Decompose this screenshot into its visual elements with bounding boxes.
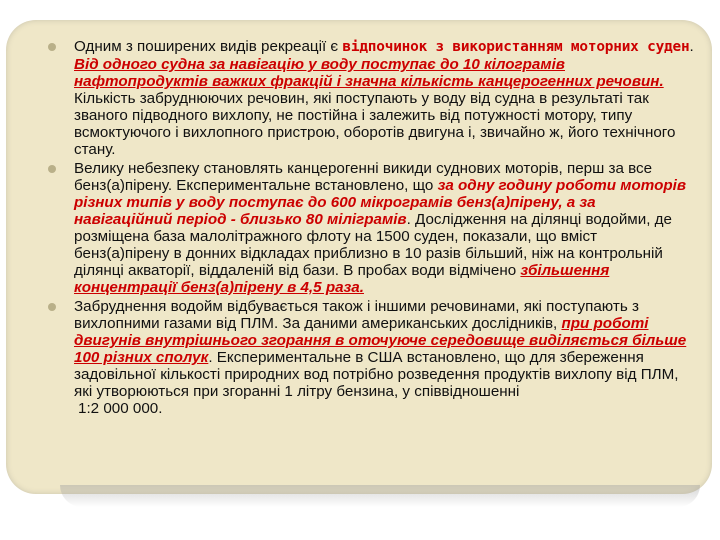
dilution-ratio: 1:2 000 000. [78, 400, 163, 417]
bullet-text: . Дослідження на ділянці водойми, де розміщена база малолітражного флоту на 1500 суден, показали, що вміст бенз(а)пірену в донних відкладах приблизно в 10 разів більший, ніж на контрольній ділянці акваторії, віддаленій від бази. В пробах води відмічено [74, 211, 672, 279]
bullet-text: . Експериментальне в США встановлено, що для збереження задовільної кількості природних вод потрібно розведення продуктів вихлопу від ПЛМ, які утворюються при згоранні 1 літру бензина, у співвідношенні [74, 349, 679, 400]
bullet-text: Велику небезпеку становлять канцерогенні викиди суднових моторів, перш за все бенз(а)пірену. Експериментальне встановлено, що [74, 160, 653, 194]
bullet-text: Кількість забруднюючих речовин, які поступають у воду від судна в результаті так званого підводного вихлопу, не постійна і залежить від потужності мотору, типу всмоктуючого і вихлопного пристрою, оборотів двигуна і, звичайно ж, його технічного стану. [74, 90, 676, 158]
bullet-text: . [689, 38, 694, 55]
bullet-text: Забруднення водойм відбувається також і іншими речовинами, які поступають з вихлопними газами від ПЛМ. За даними американських дослідників, [74, 298, 639, 332]
bullet-item-carcinogens [46, 160, 696, 296]
bullet-text: Одним з поширених видів рекреації є [74, 38, 343, 55]
highlight-concentration-increase: збільшення концентрації бенз(а)пірену в 4,5 раза. [74, 262, 610, 296]
bullet-item-recreation [46, 38, 696, 158]
highlight-compounds: при роботі двигунів внутрішнього згорання в оточуюче середовище виділяється більше 100 різних сполук [74, 315, 687, 366]
highlight-benzapyrene-rate: за одну годину роботи моторів різних типів у воду поступає до 600 мікрограмів бенз(а)пірену, а за навігаційний період - близько 80 міліграмів [74, 177, 687, 228]
bullet-dot-icon [48, 303, 56, 311]
bullet-list [46, 38, 696, 419]
highlight-motor-boats: відпочинок з використанням моторних суден [342, 39, 690, 55]
panel-shadow [60, 485, 700, 507]
bullet-item-exhaust [46, 298, 696, 417]
bullet-dot-icon [48, 43, 56, 51]
highlight-oil-products: Від одного судна за навігацію у воду поступає до 10 кілограмів нафтопродуктів важких фракцій і значна кількість канцерогенних речовин. [74, 56, 664, 90]
bullet-dot-icon [48, 165, 56, 173]
